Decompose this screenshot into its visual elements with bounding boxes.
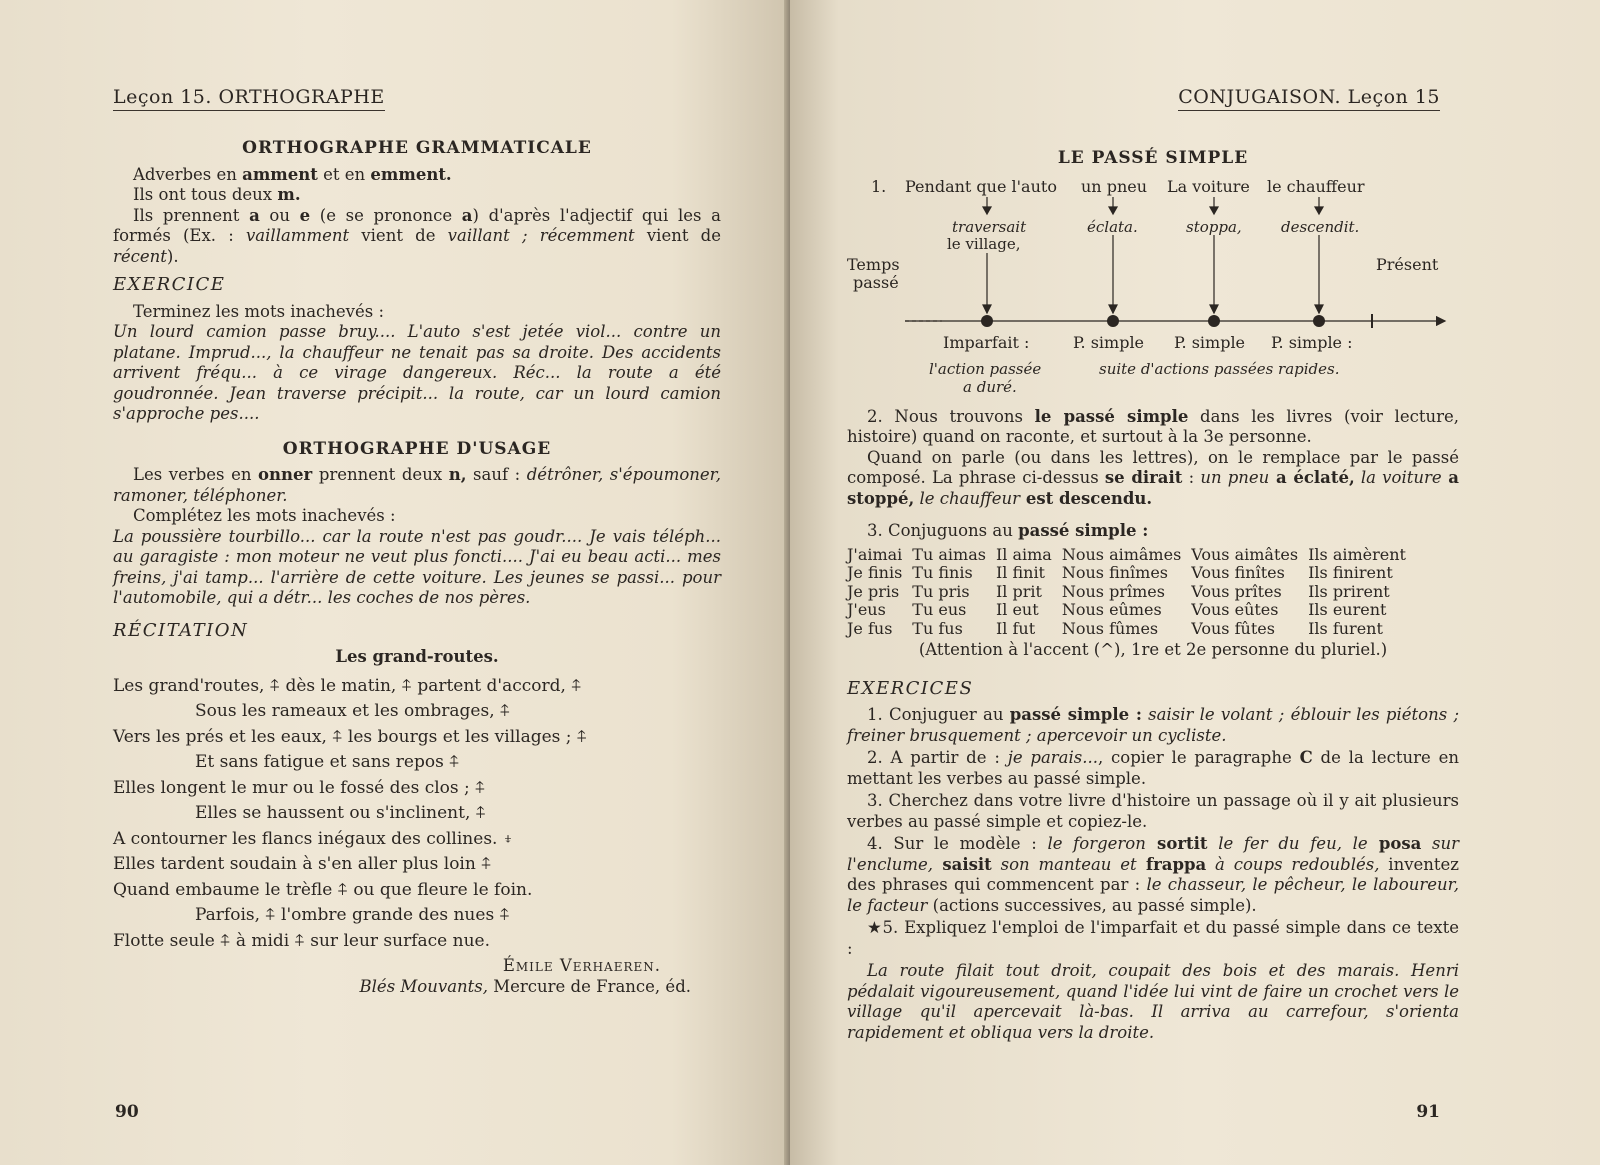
poem-line: Sous les rameaux et les ombrages, ⍏ bbox=[195, 701, 511, 721]
caption-imparfait-2: a duré. bbox=[963, 377, 1017, 396]
poem-line: Quand embaume le trèfle ⍏ ou que fleure le foin. bbox=[113, 879, 533, 900]
exercice-instruction: Terminez les mots inachevés : bbox=[133, 301, 385, 321]
cell: Tu aimas bbox=[912, 544, 986, 564]
cell: Il prit bbox=[995, 581, 1042, 601]
axis-label-present: Présent bbox=[1376, 254, 1439, 274]
gram-title: ORTHOGRAPHE GRAMMATICALE bbox=[242, 138, 592, 158]
cell: Ils aimèrent bbox=[1308, 544, 1406, 564]
right-column bbox=[847, 148, 1459, 1045]
exercise-4: 4. Sur le modèle : le forgeron sortit le fer du feu, le posa sur l'enclume, saisit son manteau et frappa à coups redoublés, inventez des phrases qui commencent par : le chasseur, le pêcheur, le laboureur, le facteur (actions successives, au passé simple). bbox=[847, 834, 1460, 915]
page-number-left: 90 bbox=[115, 1102, 139, 1122]
poem-source: Blés Mouvants, Mercure de France, éd. bbox=[359, 976, 691, 996]
poem-line: Elles tardent soudain à s'en aller plus loin ⍏ bbox=[113, 854, 492, 874]
exercise-5-text: La route filait tout droit, coupait des bois et des marais. Henri pédalait vigoureusement, quand l'idée lui vint de faire un crochet vers le village qu'il apercevait là-bas. Il arriva au carrefour, s'orienta rapidement et obliqua vers la droite. bbox=[847, 961, 1459, 1042]
conjugation-row bbox=[847, 583, 1416, 602]
gram-line-2: Ils ont tous deux m. bbox=[133, 185, 301, 204]
cell: J'aimai bbox=[847, 544, 903, 564]
running-head-right: CONJUGAISON. Leçon 15 bbox=[1178, 86, 1440, 111]
cell: Il aima bbox=[995, 544, 1052, 564]
cell: Je fus bbox=[847, 618, 893, 638]
exercice-text: Un lourd camion passe bruy.... L'auto s'est jetée viol... contre un platane. Imprud..., la chauffeur ne tenait pas sa droite. Des accidents arrivent fréqu... à ce virage dangereux. Réc... la route a été goudronnée. Jean traverse précipit... la route, car un lourd camion s'approche pes.... bbox=[113, 322, 721, 423]
cell: Il eut bbox=[995, 600, 1039, 619]
exercise-3: 3. Cherchez dans votre livre d'histoire un passage où il y ait plusieurs verbes au passé simple et copiez-le. bbox=[847, 791, 1459, 831]
gram-line-1: Adverbes en amment et en emment. bbox=[133, 164, 452, 184]
cell: Nous eûmes bbox=[1061, 600, 1162, 619]
cell: Tu finis bbox=[912, 563, 973, 582]
usage-text: La poussière tourbillo... car la route n'est pas goudr.... Je vais téléph... au garagiste : mon moteur ne veut plus foncti.... J'ai eu beau acti... mes freins, j'ai tamp... l'arrière de cette voiture. Les jeunes se passi... pour l'automobile, qui a détr... les coches de nos pères. bbox=[113, 526, 721, 607]
event-dot bbox=[1107, 315, 1119, 327]
para-2-line-1: 2. Nous trouvons le passé simple dans les livres (voir lecture, histoire) quand on raconte, et surtout à la 3e personne. bbox=[847, 406, 1459, 446]
poem-line: Flotte seule ⍏ à midi ⍏ sur leur surface nue. bbox=[113, 930, 491, 951]
verb-label: le village, bbox=[947, 234, 1021, 253]
conjugation-row bbox=[847, 601, 1416, 620]
cell: Vous aimâtes bbox=[1191, 544, 1299, 564]
arrow-head bbox=[983, 207, 991, 214]
accent-note: (Attention à l'accent (^), 1re et 2e personne du pluriel.) bbox=[918, 640, 1388, 659]
cell: Ils finirent bbox=[1308, 563, 1393, 582]
caption-imparfait: l'action passée bbox=[929, 359, 1042, 378]
poem-line: Et sans fatigue et sans repos ⍏ bbox=[195, 752, 460, 772]
poem-line: Les grand'routes, ⍏ dès le matin, ⍏ partent d'accord, ⍏ bbox=[113, 675, 582, 696]
event-dot bbox=[1208, 315, 1220, 327]
cell: Nous aimâmes bbox=[1061, 544, 1182, 564]
exercice-heading: EXERCICE bbox=[113, 274, 226, 295]
verb-label: traversait bbox=[952, 217, 1027, 236]
passe-simple-title: LE PASSÉ SIMPLE bbox=[1057, 148, 1249, 168]
usage-title: ORTHOGRAPHE D'USAGE bbox=[282, 438, 552, 459]
left-column bbox=[113, 138, 721, 997]
caption-passe-simple: suite d'actions passées rapides. bbox=[1099, 359, 1340, 378]
cell: J'eus bbox=[847, 600, 886, 619]
poem-line: Parfois, ⍏ l'ombre grande des nues ⍏ bbox=[195, 905, 510, 925]
cell: Vous fûtes bbox=[1191, 618, 1275, 638]
verb-label: éclata. bbox=[1087, 217, 1138, 236]
cell: Tu eus bbox=[912, 600, 967, 619]
timeline-diagram bbox=[847, 175, 1459, 397]
recitation-heading: RÉCITATION bbox=[113, 619, 249, 641]
conjugation-row bbox=[847, 564, 1416, 583]
exercise-5: ★5. Expliquez l'emploi de l'imparfait et du passé simple dans ce texte : bbox=[847, 918, 1459, 958]
tense-label: P. simple : bbox=[1271, 332, 1353, 352]
arrow-head bbox=[1315, 207, 1323, 214]
arrow-head bbox=[1109, 305, 1117, 313]
conjugation-row bbox=[847, 546, 1416, 565]
verb-label: stoppa, bbox=[1186, 217, 1242, 236]
right-page bbox=[790, 0, 1600, 1165]
cell: Nous prîmes bbox=[1061, 581, 1165, 601]
cell: Nous fûmes bbox=[1061, 618, 1159, 638]
subject-label: le chauffeur bbox=[1267, 176, 1365, 196]
poem-line: Vers les prés et les eaux, ⍏ les bourgs et les villages ; ⍏ bbox=[113, 726, 588, 747]
cell: Nous finîmes bbox=[1061, 563, 1169, 582]
arrow-head bbox=[1210, 207, 1218, 214]
subject-label: Pendant que l'auto bbox=[905, 176, 1057, 196]
axis-label-past: Temps bbox=[847, 254, 900, 274]
subject-label: un pneu bbox=[1081, 176, 1148, 196]
poem-title: Les grand-routes. bbox=[335, 647, 499, 666]
cell: Ils furent bbox=[1308, 618, 1383, 638]
cell: Tu pris bbox=[912, 581, 970, 601]
page-number-right: 91 bbox=[1416, 1102, 1440, 1122]
poem-line: Elles longent le mur ou le fossé des clos ; ⍏ bbox=[113, 777, 486, 798]
poem-author: Émile Verhaeren. bbox=[502, 956, 661, 975]
gram-line-3: Ils prennent a ou e (e se prononce a) d'après l'adjectif qui les a formés (Ex. : vaillamment vient de vaillant ; récemment vient de récent). bbox=[113, 205, 722, 266]
poem bbox=[113, 676, 721, 952]
cell: Il fut bbox=[995, 618, 1036, 638]
left-page bbox=[0, 0, 790, 1165]
exercise-1: 1. Conjuguer au passé simple : saisir le volant ; éblouir les piétons ; freiner brusquement ; apercevoir un cycliste. bbox=[847, 705, 1459, 745]
tense-label: Imparfait : bbox=[943, 332, 1030, 352]
cell: Vous prîtes bbox=[1191, 581, 1282, 601]
conjugation-table bbox=[847, 546, 1416, 639]
poem-line: Elles se haussent ou s'inclinent, ⍏ bbox=[195, 803, 486, 823]
cell: Ils eurent bbox=[1308, 600, 1387, 619]
diagram-number: 1. bbox=[871, 176, 887, 196]
subject-label: La voiture bbox=[1167, 176, 1250, 196]
exercices-heading: EXERCICES bbox=[847, 677, 974, 699]
tense-label: P. simple bbox=[1073, 332, 1145, 352]
timeline-svg bbox=[847, 175, 1459, 335]
event-dot bbox=[1313, 315, 1325, 327]
cell: Vous eûtes bbox=[1191, 600, 1279, 619]
usage-instruction: Complétez les mots inachevés : bbox=[133, 506, 396, 525]
arrow-head bbox=[1210, 305, 1218, 313]
tense-label: P. simple bbox=[1174, 332, 1246, 352]
running-head-left: Leçon 15. ORTHOGRAPHE bbox=[113, 86, 385, 111]
axis-label-past-2: passé bbox=[853, 272, 899, 292]
usage-rule: Les verbes en onner prennent deux n, sauf : détrôner, s'époumoner, ramoner, téléphoner. bbox=[113, 465, 721, 505]
exercices-list bbox=[847, 705, 1459, 1043]
cell: Il finit bbox=[995, 563, 1045, 582]
exercise-2: 2. A partir de : je parais..., copier le paragraphe C de la lecture en mettant les verbes au passé simple. bbox=[847, 748, 1459, 788]
poem-line: A contourner les flancs inégaux des collines. ⍖ bbox=[113, 828, 514, 849]
conjugation-row bbox=[847, 620, 1416, 639]
cell: Je pris bbox=[847, 581, 900, 601]
cell: Vous finîtes bbox=[1191, 563, 1285, 582]
cell: Ils prirent bbox=[1308, 581, 1390, 601]
cell: Je finis bbox=[847, 563, 903, 582]
verb-label: descendit. bbox=[1281, 217, 1360, 236]
para-2-line-2: Quand on parle (ou dans les lettres), on le remplace par le passé composé. La phrase ci-dessus se dirait : un pneu a éclaté, la voiture a stoppé, le chauffeur est descendu. bbox=[847, 447, 1459, 508]
event-dot bbox=[981, 315, 993, 327]
arrow-head bbox=[1109, 207, 1117, 214]
arrow-head bbox=[983, 305, 991, 313]
para-3: 3. Conjuguons au passé simple : bbox=[867, 521, 1149, 540]
arrow-head bbox=[1315, 305, 1323, 313]
cell: Tu fus bbox=[912, 618, 963, 638]
